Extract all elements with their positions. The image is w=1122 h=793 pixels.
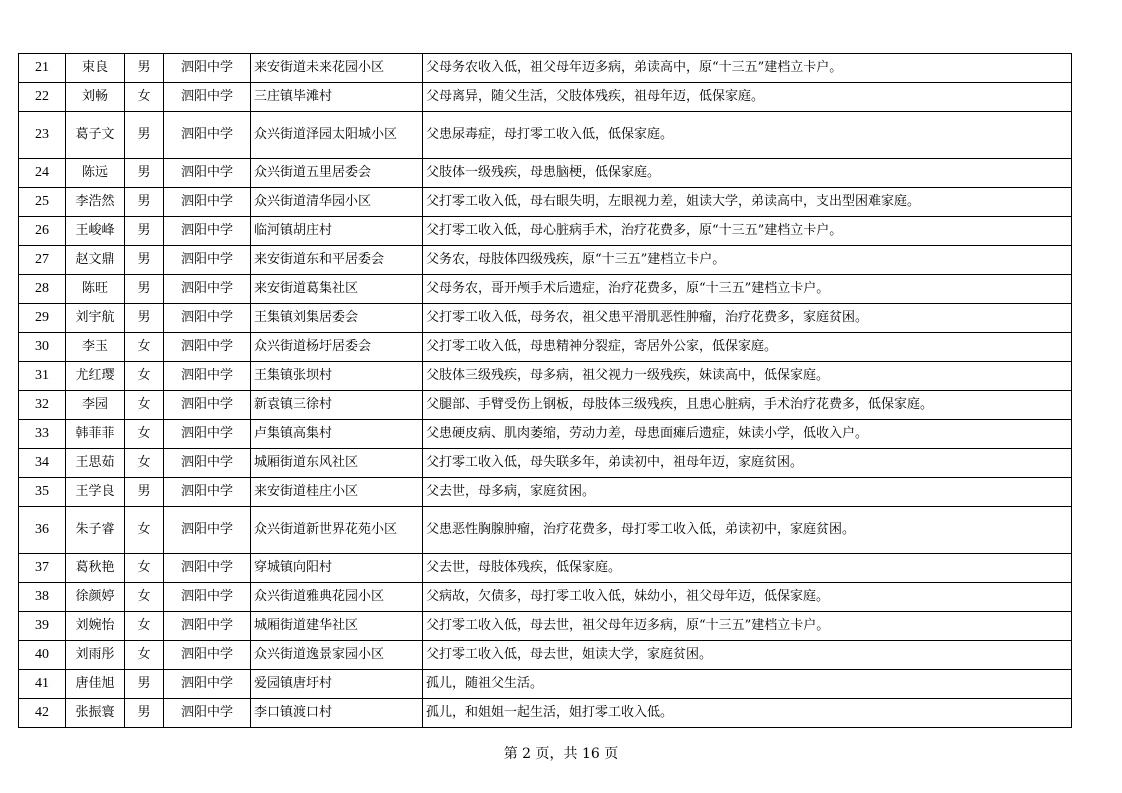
family-situation-cell: 孤儿，和姐姐一起生活，姐打零工收入低。 (423, 699, 1072, 728)
school-name-cell: 泗阳中学 (164, 54, 251, 83)
family-situation-cell: 父打零工收入低，母患精神分裂症，寄居外公家，低保家庭。 (423, 333, 1072, 362)
page-footer: 第 2 页，共 16 页 (503, 746, 619, 762)
student-name-cell: 葛子文 (66, 112, 125, 159)
table-row (19, 583, 1072, 612)
family-situation-cell: 父打零工收入低，母失联多年，弟读初中，祖母年迈，家庭贫困。 (423, 449, 1072, 478)
family-situation-cell: 父打零工收入低，母右眼失明，左眼视力差，姐读大学，弟读高中，支出型困难家庭。 (423, 188, 1072, 217)
student-name-cell: 王思茹 (66, 449, 125, 478)
student-sex-cell: 女 (125, 333, 164, 362)
family-situation-cell: 父去世，母多病，家庭贫困。 (423, 478, 1072, 507)
row-number-cell: 29 (19, 304, 66, 333)
row-number-cell: 34 (19, 449, 66, 478)
student-sex-cell: 女 (125, 583, 164, 612)
home-address-cell: 众兴街道新世界花苑小区 (251, 507, 423, 554)
family-situation-cell: 父打零工收入低，母去世，姐读大学，家庭贫困。 (423, 641, 1072, 670)
home-address-cell: 众兴街道杨圩居委会 (251, 333, 423, 362)
home-address-cell: 三庄镇毕滩村 (251, 83, 423, 112)
row-number-cell: 42 (19, 699, 66, 728)
student-sex-cell: 女 (125, 391, 164, 420)
student-sex-cell: 女 (125, 362, 164, 391)
student-name-cell: 刘婉怡 (66, 612, 125, 641)
school-name-cell: 泗阳中学 (164, 507, 251, 554)
table-row (19, 246, 1072, 275)
home-address-cell: 李口镇渡口村 (251, 699, 423, 728)
student-name-cell: 尤红璎 (66, 362, 125, 391)
student-name-cell: 李玉 (66, 333, 125, 362)
student-sex-cell: 男 (125, 188, 164, 217)
family-situation-cell: 孤儿，随祖父生活。 (423, 670, 1072, 699)
student-name-cell: 刘雨彤 (66, 641, 125, 670)
row-number-cell: 36 (19, 507, 66, 554)
student-name-cell: 王学良 (66, 478, 125, 507)
student-sex-cell: 男 (125, 304, 164, 333)
student-name-cell: 朱子睿 (66, 507, 125, 554)
student-sex-cell: 男 (125, 478, 164, 507)
row-number-cell: 33 (19, 420, 66, 449)
row-number-cell: 22 (19, 83, 66, 112)
student-name-cell: 王峻峰 (66, 217, 125, 246)
row-number-cell: 24 (19, 159, 66, 188)
school-name-cell: 泗阳中学 (164, 83, 251, 112)
row-number-cell: 27 (19, 246, 66, 275)
table-row (19, 159, 1072, 188)
family-situation-cell: 父患恶性胸腺肿瘤，治疗花费多，母打零工收入低，弟读初中，家庭贫困。 (423, 507, 1072, 554)
student-sex-cell: 男 (125, 670, 164, 699)
school-name-cell: 泗阳中学 (164, 246, 251, 275)
family-situation-cell: 父母务农，哥开颅手术后遗症，治疗花费多，原“十三五”建档立卡户。 (423, 275, 1072, 304)
row-number-cell: 35 (19, 478, 66, 507)
home-address-cell: 新袁镇三徐村 (251, 391, 423, 420)
table-row (19, 641, 1072, 670)
table-row (19, 362, 1072, 391)
school-name-cell: 泗阳中学 (164, 641, 251, 670)
home-address-cell: 来安街道葛集社区 (251, 275, 423, 304)
school-name-cell: 泗阳中学 (164, 583, 251, 612)
student-sex-cell: 男 (125, 217, 164, 246)
row-number-cell: 31 (19, 362, 66, 391)
school-name-cell: 泗阳中学 (164, 188, 251, 217)
table-row (19, 217, 1072, 246)
student-sex-cell: 男 (125, 54, 164, 83)
school-name-cell: 泗阳中学 (164, 554, 251, 583)
student-sex-cell: 男 (125, 112, 164, 159)
family-situation-cell: 父打零工收入低，母去世，祖父母年迈多病，原“十三五”建档立卡户。 (423, 612, 1072, 641)
student-table (18, 53, 1072, 728)
school-name-cell: 泗阳中学 (164, 217, 251, 246)
row-number-cell: 26 (19, 217, 66, 246)
school-name-cell: 泗阳中学 (164, 449, 251, 478)
family-situation-cell: 父肢体一级残疾，母患脑梗，低保家庭。 (423, 159, 1072, 188)
student-name-cell: 李浩然 (66, 188, 125, 217)
table-row (19, 420, 1072, 449)
home-address-cell: 城厢街道建华社区 (251, 612, 423, 641)
family-situation-cell: 父务农，母肢体四级残疾，原“十三五”建档立卡户。 (423, 246, 1072, 275)
student-sex-cell: 男 (125, 246, 164, 275)
table-row (19, 112, 1072, 159)
row-number-cell: 37 (19, 554, 66, 583)
family-situation-cell: 父腿部、手臂受伤上钢板，母肢体三级残疾，且患心脏病，手术治疗花费多，低保家庭。 (423, 391, 1072, 420)
table-row (19, 699, 1072, 728)
school-name-cell: 泗阳中学 (164, 112, 251, 159)
student-name-cell: 赵文鼎 (66, 246, 125, 275)
table-row (19, 670, 1072, 699)
table-row (19, 188, 1072, 217)
table-row (19, 391, 1072, 420)
school-name-cell: 泗阳中学 (164, 478, 251, 507)
table-row (19, 304, 1072, 333)
family-situation-cell: 父打零工收入低，母心脏病手术，治疗花费多，原“十三五”建档立卡户。 (423, 217, 1072, 246)
student-name-cell: 徐颜婷 (66, 583, 125, 612)
student-sex-cell: 女 (125, 449, 164, 478)
school-name-cell: 泗阳中学 (164, 420, 251, 449)
student-name-cell: 唐佳旭 (66, 670, 125, 699)
school-name-cell: 泗阳中学 (164, 670, 251, 699)
table-row (19, 612, 1072, 641)
school-name-cell: 泗阳中学 (164, 304, 251, 333)
table-row (19, 554, 1072, 583)
student-name-cell: 陈旺 (66, 275, 125, 304)
family-situation-cell: 父打零工收入低，母务农，祖父患平滑肌恶性肿瘤，治疗花费多，家庭贫困。 (423, 304, 1072, 333)
row-number-cell: 30 (19, 333, 66, 362)
student-sex-cell: 女 (125, 420, 164, 449)
student-sex-cell: 女 (125, 507, 164, 554)
student-name-cell: 张振寰 (66, 699, 125, 728)
home-address-cell: 卢集镇高集村 (251, 420, 423, 449)
school-name-cell: 泗阳中学 (164, 391, 251, 420)
student-table-body (19, 54, 1072, 728)
student-name-cell: 刘宇航 (66, 304, 125, 333)
home-address-cell: 爱园镇唐圩村 (251, 670, 423, 699)
home-address-cell: 王集镇刘集居委会 (251, 304, 423, 333)
family-situation-cell: 父患尿毒症，母打零工收入低，低保家庭。 (423, 112, 1072, 159)
family-situation-cell: 父去世，母肢体残疾，低保家庭。 (423, 554, 1072, 583)
home-address-cell: 众兴街道清华园小区 (251, 188, 423, 217)
school-name-cell: 泗阳中学 (164, 333, 251, 362)
school-name-cell: 泗阳中学 (164, 612, 251, 641)
table-row (19, 83, 1072, 112)
student-sex-cell: 男 (125, 159, 164, 188)
student-name-cell: 刘畅 (66, 83, 125, 112)
family-situation-cell: 父母务农收入低，祖父母年迈多病，弟读高中，原“十三五”建档立卡户。 (423, 54, 1072, 83)
row-number-cell: 40 (19, 641, 66, 670)
row-number-cell: 28 (19, 275, 66, 304)
student-sex-cell: 女 (125, 554, 164, 583)
student-name-cell: 束良 (66, 54, 125, 83)
family-situation-cell: 父病故，欠债多，母打零工收入低，妹幼小，祖父母年迈，低保家庭。 (423, 583, 1072, 612)
table-row (19, 507, 1072, 554)
row-number-cell: 38 (19, 583, 66, 612)
row-number-cell: 25 (19, 188, 66, 217)
student-sex-cell: 男 (125, 699, 164, 728)
table-row (19, 478, 1072, 507)
home-address-cell: 来安街道未来花园小区 (251, 54, 423, 83)
school-name-cell: 泗阳中学 (164, 699, 251, 728)
row-number-cell: 39 (19, 612, 66, 641)
student-sex-cell: 女 (125, 612, 164, 641)
home-address-cell: 众兴街道五里居委会 (251, 159, 423, 188)
student-name-cell: 李园 (66, 391, 125, 420)
row-number-cell: 32 (19, 391, 66, 420)
student-name-cell: 韩菲菲 (66, 420, 125, 449)
school-name-cell: 泗阳中学 (164, 275, 251, 304)
home-address-cell: 众兴街道雅典花园小区 (251, 583, 423, 612)
table-row (19, 54, 1072, 83)
row-number-cell: 21 (19, 54, 66, 83)
home-address-cell: 众兴街道泽园太阳城小区 (251, 112, 423, 159)
student-sex-cell: 女 (125, 83, 164, 112)
home-address-cell: 来安街道东和平居委会 (251, 246, 423, 275)
table-row (19, 333, 1072, 362)
home-address-cell: 来安街道桂庄小区 (251, 478, 423, 507)
family-situation-cell: 父母离异，随父生活，父肢体残疾，祖母年迈，低保家庭。 (423, 83, 1072, 112)
student-sex-cell: 男 (125, 275, 164, 304)
school-name-cell: 泗阳中学 (164, 159, 251, 188)
school-name-cell: 泗阳中学 (164, 362, 251, 391)
home-address-cell: 穿城镇向阳村 (251, 554, 423, 583)
home-address-cell: 王集镇张坝村 (251, 362, 423, 391)
row-number-cell: 41 (19, 670, 66, 699)
home-address-cell: 众兴街道逸景家园小区 (251, 641, 423, 670)
student-name-cell: 陈远 (66, 159, 125, 188)
table-row (19, 449, 1072, 478)
student-name-cell: 葛秋艳 (66, 554, 125, 583)
family-situation-cell: 父肢体三级残疾，母多病，祖父视力一级残疾，妹读高中，低保家庭。 (423, 362, 1072, 391)
home-address-cell: 临河镇胡庄村 (251, 217, 423, 246)
table-row (19, 275, 1072, 304)
home-address-cell: 城厢街道东风社区 (251, 449, 423, 478)
row-number-cell: 23 (19, 112, 66, 159)
family-situation-cell: 父患硬皮病、肌肉萎缩，劳动力差，母患面瘫后遗症，妹读小学，低收入户。 (423, 420, 1072, 449)
student-sex-cell: 女 (125, 641, 164, 670)
